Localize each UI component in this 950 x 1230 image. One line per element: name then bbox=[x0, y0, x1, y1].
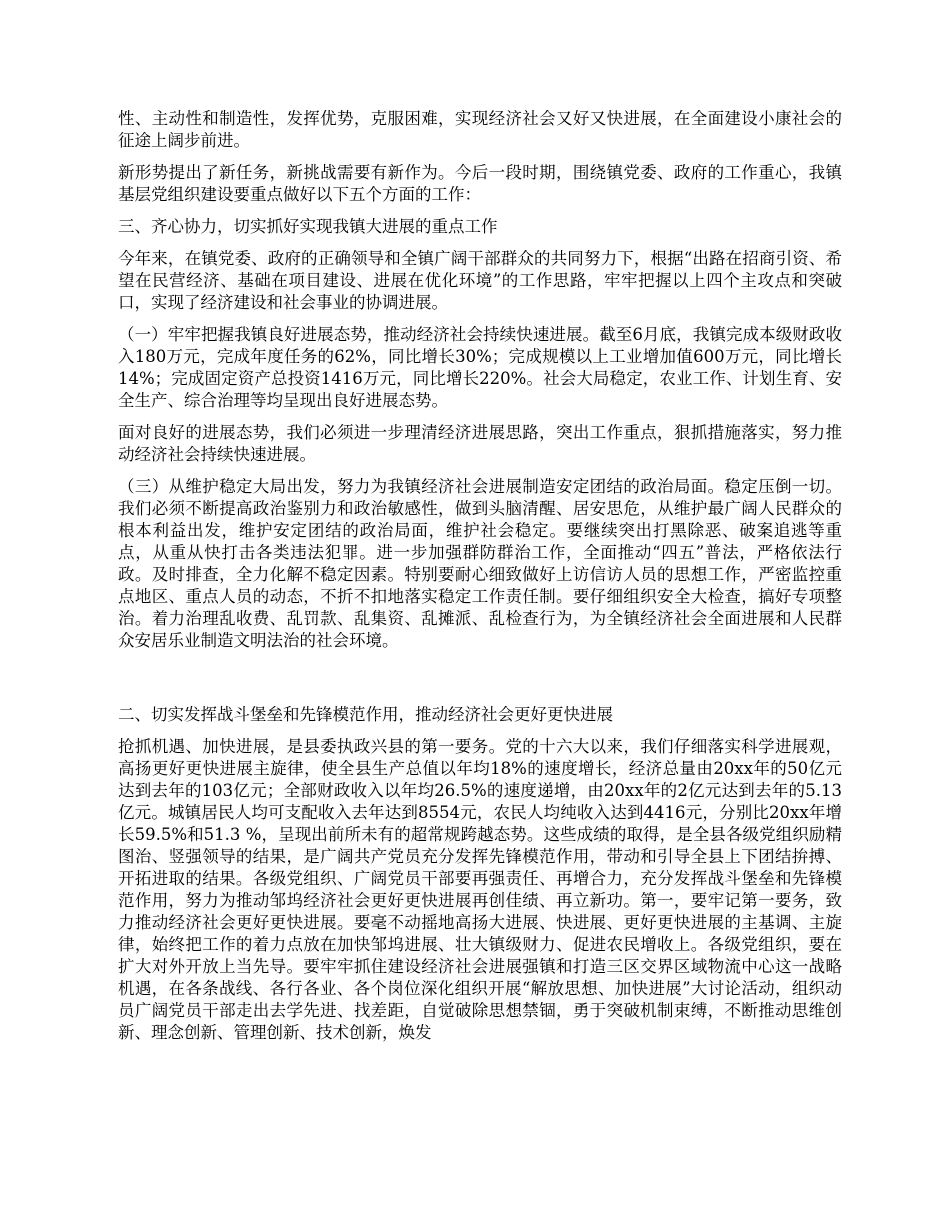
paragraph-item-one: （一）牢牢把握我镇良好进展态势，推动经济社会持续快速进展。截至6月底，我镇完成本级财政收入180万元，完成年度任务的62%，同比增长30%；完成规模以上工业增加值600万元，同比增长14%；完成固定资产总投资1416万元，同比增长220%。社会大局稳定，农业工作、计划生育、安全生产、综合治理等均呈现出良好进展态势。 bbox=[118, 325, 842, 410]
paragraph-seize-opportunity: 抢抓机遇、加快进展，是县委执政兴县的第一要务。党的十六大以来，我们仔细落实科学进展观，高扬更好更快进展主旋律，使全县生产总值以年均18%的速度增长，经济总量由20xx年的50亿元达到去年的103亿元；全部财政收入以年均26.5%的速度递增，由20xx年的2亿元达到去年的5.13亿元。城镇居民人均可支配收入去年达到8554元，农民人均纯收入达到4416元，分别比20xx年增长59.5%和51.3 %，呈现出前所未有的超常规跨越态势。这些成绩的取得，是全县各级党组织励精图治、竖强领导的结果，是广阔共产党员充分发挥先锋模范作用，带动和引导全县上下团结拚搏、开拓进取的结果。各级党组织、广阔党员干部要再强责任、再增合力，充分发挥战斗堡垒和先锋模范作用，努力为推动邹坞经济社会更好更快进展再创佳绩、再立新功。第一，要牢记第一要务，致力推动经济社会更好更快进展。要毫不动摇地高扬大进展、快进展、更好更快进展的主基调、主旋律，始终把工作的着力点放在加快邹坞进展、壮大镇级财力、促进农民增收上。各级党组织，要在扩大对外开放上当先导。要牢牢抓住建设经济社会进展强镇和打造三区交界区域物流中心这一战略机遇，在各条战线、各行各业、各个岗位深化组织开展“解放思想、加快进展”大讨论活动，组织动员广阔党员干部走出去学先进、找差距，自觉破除思想禁锢，勇于突破机制束缚，不断推动思维创新、理念创新、管理创新、技术创新，焕发 bbox=[118, 737, 842, 1042]
paragraph-this-year: 今年来，在镇党委、政府的正确领导和全镇广阔干部群众的共同努力下，根据“出路在招商引资、希望在民营经济、基础在项目建设、进展在优化环境”的工作思路，牢牢把握以上四个主攻点和突破口，实现了经济建设和社会事业的协调进展。 bbox=[118, 249, 842, 312]
paragraph-new-tasks: 新形势提出了新任务，新挑战需要有新作为。今后一段时期，围绕镇党委、政府的工作重心，我镇基层党组织建设要重点做好以下五个方面的工作： bbox=[118, 163, 842, 204]
section-heading-two: 二、切实发挥战斗堡垒和先锋模范作用，推动经济社会更好更快进展 bbox=[118, 705, 613, 724]
paragraph-item-three: （三）从维护稳定大局出发，努力为我镇经济社会进展制造安定团结的政治局面。稳定压倒一切。我们必须不断提高政治鉴别力和政治敏感性，做到头脑清醒、居安思危，从维护最广阔人民群众的根本利益出发，维护安定团结的政治局面，维护社会稳定。要继续突出打黑除恶、破案追逃等重点，从重从快打击各类违法犯罪。进一步加强群防群治工作，全面推动“四五”普法，严格依法行政。及时排查，全力化解不稳定因素。特别要耐心细致做好上访信访人员的思想工作，严密监控重点地区、重点人员的动态，不折不扣地落实稳定工作责任制。要仔细组织安全大检查，搞好专项整治。着力治理乱收费、乱罚款、乱集资、乱摊派、乱检查行为，为全镇经济社会全面进展和人民群众安居乐业制造文明法治的社会环境。 bbox=[118, 477, 842, 650]
paragraph-development-situation: 面对良好的进展态势，我们必须进一步理清经济进展思路，突出工作重点，狠抓措施落实，努力推动经济社会持续快速进展。 bbox=[118, 423, 842, 464]
paragraph-intro-continuation: 性、主动性和制造性，发挥优势，克服困难，实现经济社会又好又快进展，在全面建设小康社会的征途上阔步前进。 bbox=[118, 109, 842, 150]
document-body bbox=[118, 108, 842, 1054]
section-heading-three: 三、齐心协力，切实抓好实现我镇大进展的重点工作 bbox=[118, 217, 498, 236]
